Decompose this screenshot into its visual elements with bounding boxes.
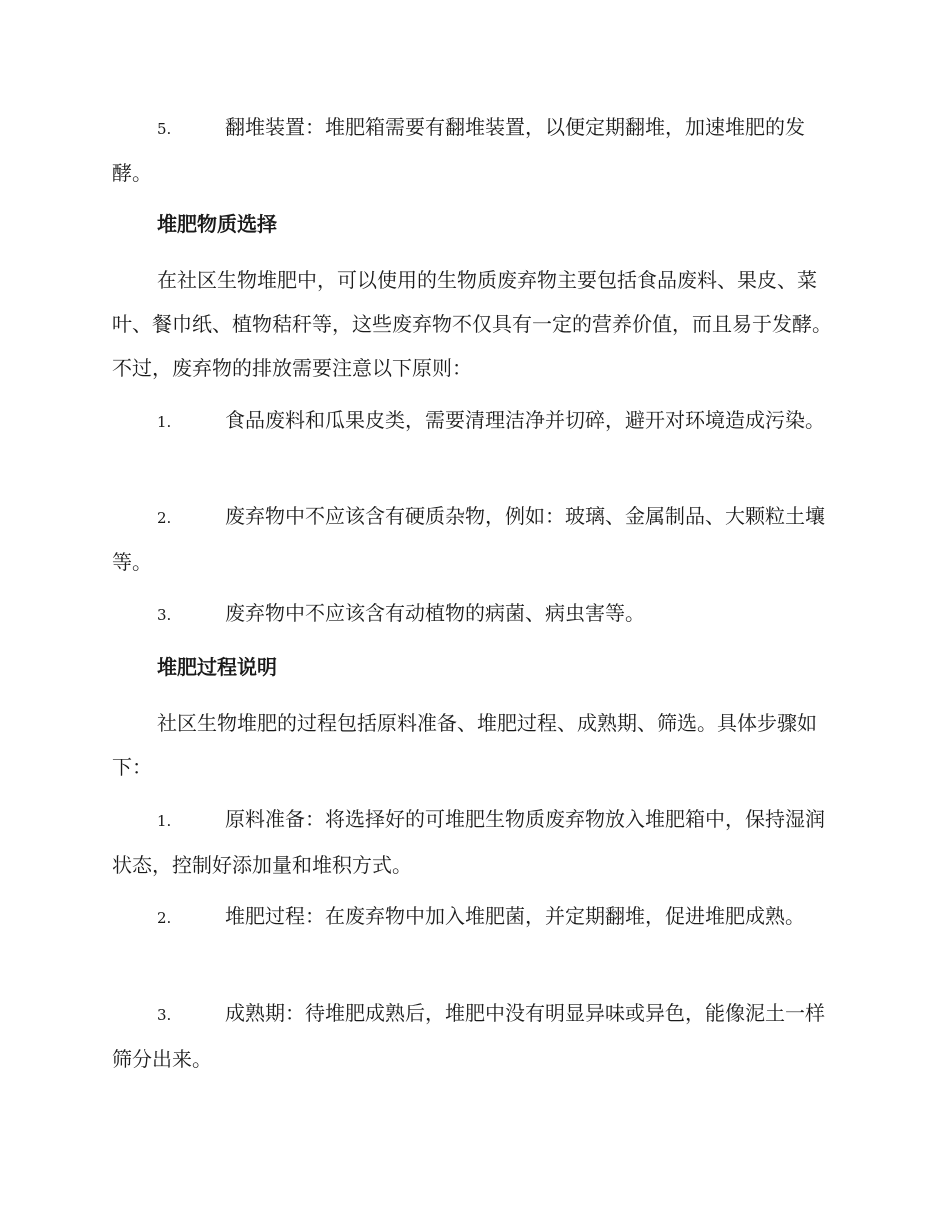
list-number: 3. <box>157 606 172 624</box>
list-text: 成熟期：待堆肥成熟后，堆肥中没有明显异味或异色，能像泥土一样筛分出来。 <box>112 1001 825 1071</box>
list-item <box>112 991 837 1081</box>
list-text: 原料准备：将选择好的可堆肥生物质废弃物放入堆肥箱中，保持湿润状态，控制好添加量和堆积方式。 <box>112 807 825 877</box>
list-item <box>112 398 837 444</box>
list-item <box>112 894 837 940</box>
paragraph-process-intro: 社区生物堆肥的过程包括原料准备、堆肥过程、成熟期、筛选。具体步骤如下： <box>112 711 817 779</box>
list-item <box>112 797 837 887</box>
list-item <box>112 105 837 195</box>
paragraph-material-intro: 在社区生物堆肥中，可以使用的生物质废弃物主要包括食品废料、果皮、菜叶、餐巾纸、植物秸秆等，这些废弃物不仅具有一定的营养价值，而且易于发酵。不过，废弃物的排放需要注意以下原则： <box>112 268 832 380</box>
list-number: 5. <box>157 120 172 138</box>
section-heading-material: 堆肥物质选择 <box>157 212 277 236</box>
list-text: 废弃物中不应该含有硬质杂物，例如：玻璃、金属制品、大颗粒土壤等。 <box>112 504 825 574</box>
section-heading-process: 堆肥过程说明 <box>157 655 277 679</box>
list-number: 2. <box>157 509 172 527</box>
list-text: 堆肥过程：在废弃物中加入堆肥菌，并定期翻堆，促进堆肥成熟。 <box>225 904 805 928</box>
list-number: 2. <box>157 909 172 927</box>
list-text: 食品废料和瓜果皮类，需要清理洁净并切碎，避开对环境造成污染。 <box>225 408 825 432</box>
list-text: 废弃物中不应该含有动植物的病菌、病虫害等。 <box>225 601 645 625</box>
list-text: 翻堆装置：堆肥箱需要有翻堆装置，以便定期翻堆，加速堆肥的发酵。 <box>112 115 805 185</box>
list-item <box>112 494 837 584</box>
list-number: 1. <box>157 413 172 431</box>
list-number: 3. <box>157 1006 172 1024</box>
list-number: 1. <box>157 812 172 830</box>
list-item <box>112 591 837 637</box>
